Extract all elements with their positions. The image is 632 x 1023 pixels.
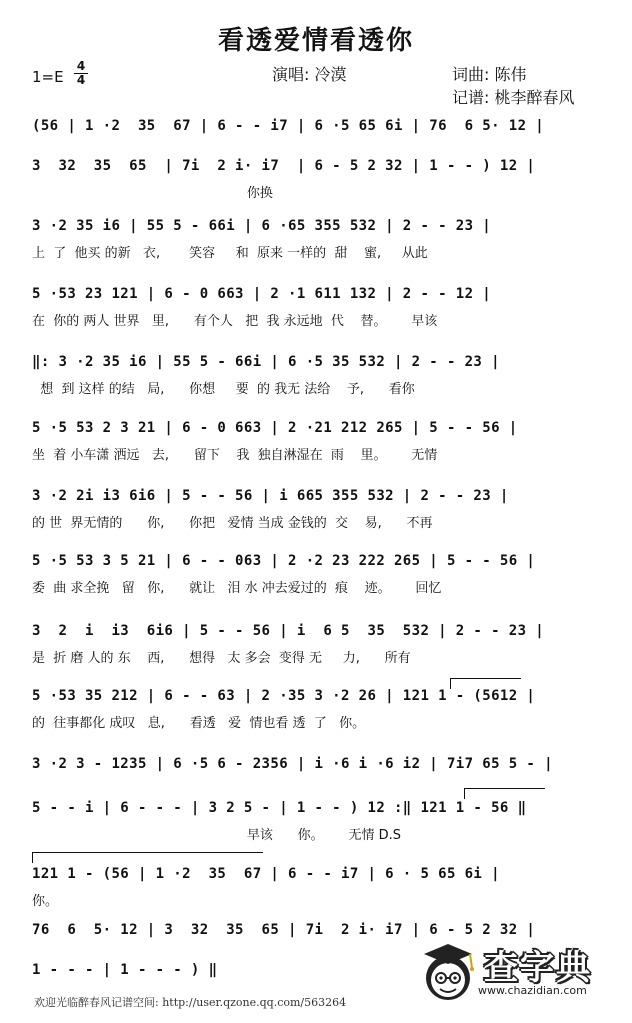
volta-bracket [32, 852, 263, 863]
footer-credit: 欢迎光临醉春风记谱空间: http://user.qzone.qq.com/563264 [34, 996, 347, 1009]
lyrics: 委 曲 求全挽 留 你, 就让 泪 水 冲去爱过的 痕 迹。 回忆 [32, 581, 442, 596]
watermark-url: www.chazidian.com [478, 984, 587, 997]
notation: 3 ·2 3 - 1235 | 6 ·5 6 - 2356 | i ·6 i ·6 i2 | 7i7 65 5 - | [32, 756, 553, 772]
notation: ‖: 3 ·2 35 i6 | 55 5 - 66i | 6 ·5 35 532 | 2 - - 23 | [32, 354, 500, 370]
time-signature-bottom: 4 [74, 73, 88, 87]
volta-bracket [464, 788, 545, 799]
time-signature [74, 60, 88, 87]
notation: 3 32 35 65 | 7i 2 i· i7 | 6 - 5 2 32 | 1 - - ) 12 | [32, 158, 536, 174]
song-title: 看透爱情看透你 [217, 26, 414, 56]
notation: (56 | 1 ·2 35 67 | 6 - - i7 | 6 ·5 65 6i | 76 6 5· 12 | [32, 118, 545, 134]
notation: 121 1 - (56 | 1 ·2 35 67 | 6 - - i7 | 6 · 5 65 6i | [32, 866, 500, 882]
notation: 5 ·53 23 121 | 6 - 0 663 | 2 ·1 611 132 | 2 - - 12 | [32, 286, 492, 302]
lyrics: 上 了 他买 的新 衣, 笑容 和 原来 一样的 甜 蜜, 从此 [32, 246, 428, 261]
singer-credit: 演唱: 冷漠 [272, 65, 347, 84]
watermark-logo [418, 938, 614, 1008]
lyrics: 在 你的 两人 世界 里, 有个人 把 我 永远地 代 替。 早该 [32, 314, 438, 329]
mascot-icon [418, 942, 478, 1004]
notation: 1 - - - | 1 - - - ) ‖ [32, 962, 218, 978]
lyrics: 是 折 磨 人的 东 西, 想得 太 多会 变得 无 力, 所有 [32, 651, 411, 666]
watermark-text: 查字典 [484, 948, 592, 988]
notation: 5 - - i | 6 - - - | 3 2 5 - | 1 - - ) 12 :‖ 121 1 - 56 ‖ [32, 800, 527, 816]
composer-credit: 词曲: 陈伟 [452, 65, 527, 84]
lyrics: 的 往事都化 成叹 息, 看透 爱 情也看 透 了 你。 [32, 716, 366, 731]
lyrics: 坐 着 小车潇 洒远 去, 留下 我 独自淋湿在 雨 里。 无情 [32, 448, 438, 463]
lyrics: 想 到 这样 的结 局, 你想 要 的 我无 法给 予, 看你 [32, 382, 415, 397]
notation: 3 2 i i3 6i6 | 5 - - 56 | i 6 5 35 532 | 2 - - 23 | [32, 623, 545, 639]
key-signature: 1=E [32, 68, 64, 86]
time-signature-top: 4 [76, 59, 86, 73]
notation: 3 ·2 2i i3 6i6 | 5 - - 56 | i 665 355 532 | 2 - - 23 | [32, 488, 509, 504]
notation: 5 ·53 35 212 | 6 - - 63 | 2 ·35 3 ·2 26 | 121 1 - (5612 | [32, 688, 536, 704]
lyrics: 你。 [32, 894, 59, 909]
notation: 76 6 5· 12 | 3 32 35 65 | 7i 2 i· i7 | 6 - 5 2 32 | [32, 922, 536, 938]
lyrics: 的 世 界无情的 你, 你把 爱情 当成 金钱的 交 易, 不再 [32, 516, 433, 531]
lyrics: 你换 [32, 186, 273, 201]
notation: 5 ·5 53 3 5 21 | 6 - - 063 | 2 ·2 23 222 265 | 5 - - 56 | [32, 553, 536, 569]
recorder-credit: 记谱: 桃李醉春风 [452, 88, 575, 107]
notation: 3 ·2 35 i6 | 55 5 - 66i | 6 ·65 355 532 | 2 - - 23 | [32, 218, 492, 234]
lyrics: 早该 你。 无情 D.S [32, 828, 401, 843]
notation: 5 ·5 53 2 3 21 | 6 - 0 663 | 2 ·21 212 265 | 5 - - 56 | [32, 420, 518, 436]
